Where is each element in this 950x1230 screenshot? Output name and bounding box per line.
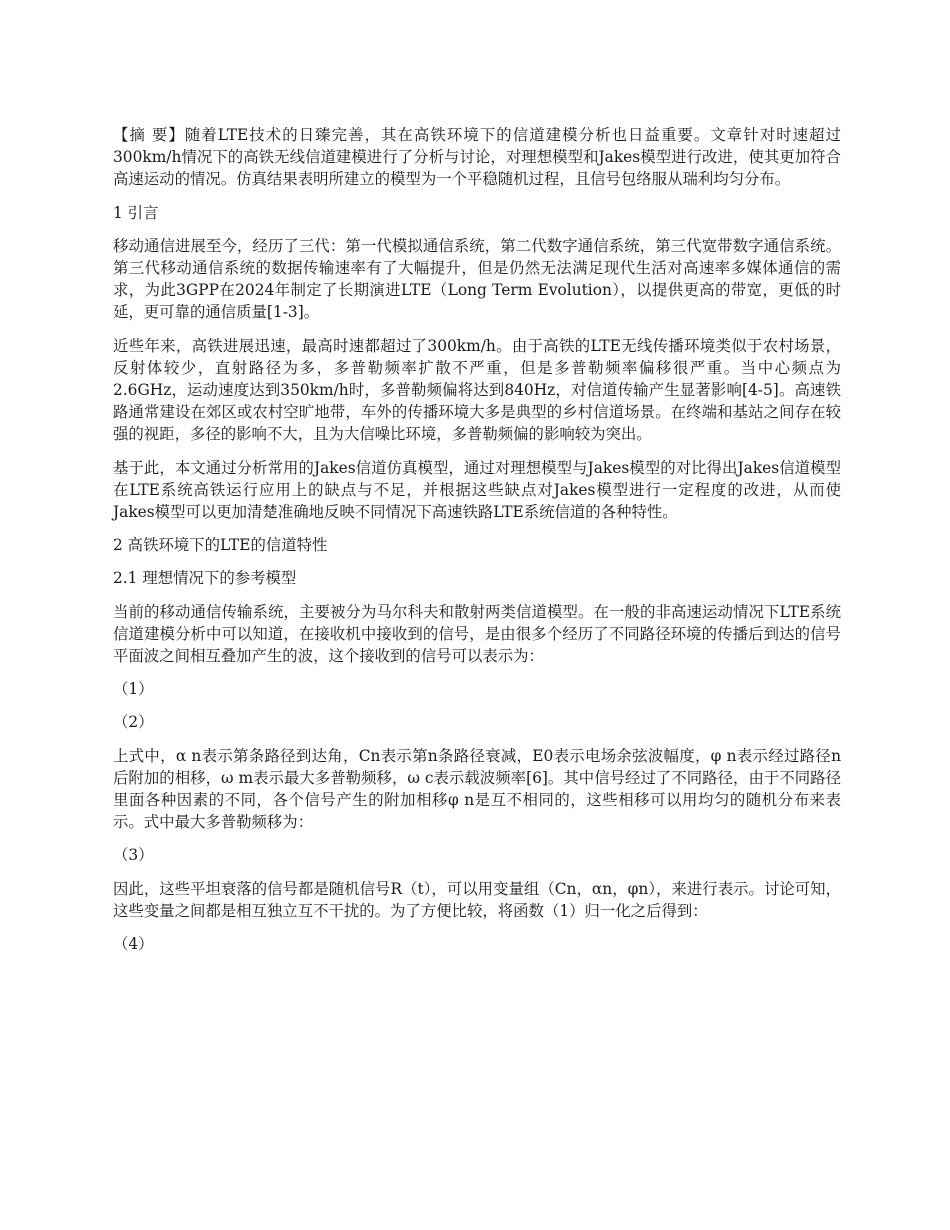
body-paragraph: 当前的移动通信传输系统，主要被分为马尔科夫和散射两类信道模型。在一般的非高速运动情况下LTE系统信道建模分析中可以知道，在接收机中接收到的信号，是由很多个经历了不同路径环境的传播后到达的信号平面波之间相互叠加产生的波，这个接收到的信号可以表示为： bbox=[113, 602, 841, 666]
section-heading-channel-characteristics: 2 高铁环境下的LTE的信道特性 bbox=[113, 536, 328, 555]
subsection-heading-reference-model: 2.1 理想情况下的参考模型 bbox=[113, 569, 297, 588]
document-page bbox=[113, 124, 841, 966]
body-paragraph: 移动通信进展至今，经历了三代：第一代模拟通信系统，第二代数字通信系统，第三代宽带数字通信系统。第三代移动通信系统的数据传输速率有了大幅提升，但是仍然无法满足现代生活对高速率多媒体通信的需求，为此3GPP在2024年制定了长期演进LTE（Long Term Evolution），以提供更高的带宽，更低的时延，更可靠的通信质量[1-3]。 bbox=[113, 236, 841, 322]
body-paragraph: 近些年来，高铁进展迅速，最高时速都超过了300km/h。由于高铁的LTE无线传播环境类似于农村场景，反射体较少，直射路径为多，多普勒频率扩散不严重，但是多普勒频率偏移很严重。当中心频点为2.6GHz，运动速度达到350km/h时，多普勒频偏将达到840Hz，对信道传输产生显著影响[4-5]。高速铁路通常建设在郊区或农村空旷地带，车外的传播环境大多是典型的乡村信道场景。在终端和基站之间存在较强的视距，多径的影响不大，且为大信噪比环境，多普勒频偏的影响较为突出。 bbox=[113, 336, 841, 444]
body-paragraph: 上式中，α n表示第条路径到达角，Cn表示第n条路径衰减，E0表示电场余弦波幅度，φ n表示经过路径n后附加的相移，ω m表示最大多普勒频移，ω c表示载波频率[6]。其中信号经过了不同路径，由于不同路径里面各种因素的不同，各个信号产生的附加相移φ n是互不相同的，这些相移可以用均匀的随机分布来表示。式中最大多普勒频移为： bbox=[113, 746, 841, 832]
equation-number: （1） bbox=[113, 680, 154, 699]
body-paragraph: 基于此，本文通过分析常用的Jakes信道仿真模型，通过对理想模型与Jakes模型的对比得出Jakes信道模型在LTE系统高铁运行应用上的缺点与不足，并根据这些缺点对Jakes模型进行一定程度的改进，从而使Jakes模型可以更加清楚准确地反映不同情况下高速铁路LTE系统信道的各种特性。 bbox=[113, 458, 841, 522]
body-paragraph: 因此，这些平坦衰落的信号都是随机信号R（t），可以用变量组（Cn，αn，φn），来进行表示。讨论可知，这些变量之间都是相互独立互不干扰的。为了方便比较，将函数（1）归一化之后得到： bbox=[113, 879, 841, 920]
section-heading-introduction: 1 引言 bbox=[113, 203, 159, 222]
equation-number: （3） bbox=[113, 846, 154, 865]
equation-number: （4） bbox=[113, 935, 154, 954]
equation-number: （2） bbox=[113, 713, 154, 732]
abstract-paragraph: 【摘 要】随着LTE技术的日臻完善，其在高铁环境下的信道建模分析也日益重要。文章针对时速超过300km/h情况下的高铁无线信道建模进行了分析与讨论，对理想模型和Jakes模型进行改进，使其更加符合高速运动的情况。仿真结果表明所建立的模型为一个平稳随机过程，且信号包络服从瑞利均匀分布。 bbox=[113, 126, 841, 189]
